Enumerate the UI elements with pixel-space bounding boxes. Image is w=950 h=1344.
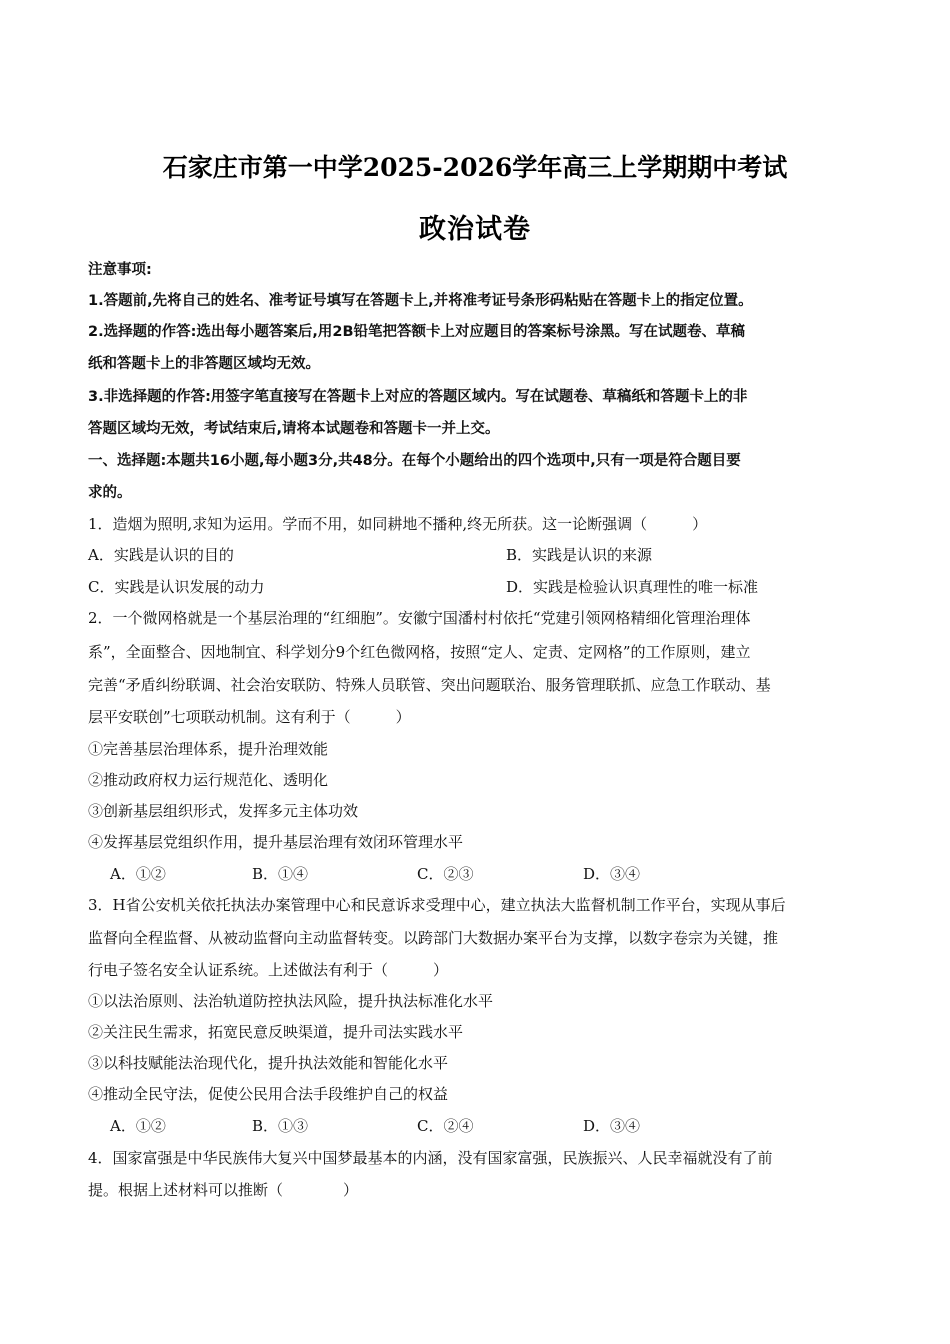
q2-statement-1: ①完善基层治理体系，提升治理效能 [88, 740, 329, 758]
notice-heading: 注意事项: [88, 262, 152, 278]
q3-statement-4: ④推动全民守法，促使公民用合法手段维护自己的权益 [88, 1085, 449, 1103]
q2-stem-line3: 完善“矛盾纠纷联调、社会治安联防、特殊人员联管、突出问题联治、服务管理联抓、应急工作联动、基 [88, 676, 771, 694]
q1-option-a: A．实践是认识的目的 [88, 546, 234, 564]
notice-item-2-cont: 纸和答题卡上的非答题区域均无效。 [88, 356, 320, 372]
q3-stem-line1: 3．H省公安机关依托执法办案管理中心和民意诉求受理中心，建立执法大监督机制工作平台，实现从事后 [88, 896, 786, 914]
q1-option-d: D．实践是检验认识真理性的唯一标准 [506, 578, 759, 596]
q2-statement-2: ②推动政府权力运行规范化、透明化 [88, 771, 329, 789]
q3-statement-2: ②关注民生需求，拓宽民意反映渠道，提升司法实践水平 [88, 1023, 464, 1041]
notice-item-2: 2.选择题的作答:选出每小题答案后,用2B铅笔把答额卡上对应题目的答案标号涂黑。写在试题卷、草稿 [88, 324, 746, 340]
q2-option-d: D．③④ [583, 865, 641, 883]
notice-item-3-cont: 答题区域均无效，考试结束后,请将本试题卷和答题卡一并上交。 [88, 421, 500, 437]
q2-stem-line4: 层平安联创”七项联动机制。这有利于（ ） [88, 708, 411, 726]
q1-options-row2 [88, 577, 868, 597]
exam-title: 石家庄市第一中学2025-2026学年高三上学期期中考试 [162, 153, 788, 182]
q1-options-row1 [88, 545, 868, 565]
q3-option-c: C．②④ [417, 1117, 474, 1135]
q4-stem-line1: 4．国家富强是中华民族伟大复兴中国梦最基本的内涵，没有国家富强，民族振兴、人民幸福就没有了前 [88, 1149, 773, 1167]
q1-option-b: B．实践是认识的来源 [506, 546, 653, 564]
q2-stem-line2: 系”，全面整合、因地制宜、科学划分9个红色微网格，按照“定人、定责、定网格”的工作原则，建立 [88, 643, 751, 661]
q3-option-a: A．①② [110, 1117, 166, 1135]
q2-option-c: C．②③ [417, 865, 474, 883]
q2-statement-4: ④发挥基层党组织作用，提升基层治理有效闭环管理水平 [88, 833, 464, 851]
q3-option-b: B．①③ [252, 1117, 309, 1135]
q2-option-b: B．①④ [252, 865, 309, 883]
q3-option-d: D．③④ [583, 1117, 641, 1135]
q1-stem: 1．造烟为照明,求知为运用。学而不用，如同耕地不播种,终无所获。这一论断强调（ ） [88, 515, 708, 533]
q2-stem-line1: 2．一个微网格就是一个基层治理的“红细胞”。安徽宁国潘村村依托“党建引领网格精细化管理治理体 [88, 609, 751, 627]
q2-statement-3: ③创新基层组织形式，发挥多元主体功效 [88, 802, 359, 820]
q2-option-a: A．①② [110, 865, 166, 883]
q3-stem-line3: 行电子签名安全认证系统。上述做法有利于（ ） [88, 961, 449, 979]
q4-stem-line2: 提。根据上述材料可以推断（ ） [88, 1181, 359, 1199]
q1-option-c: C．实践是认识发展的动力 [88, 578, 265, 596]
notice-item-1: 1.答题前,先将自己的姓名、准考证号填写在答题卡上,并将准考证号条形码粘贴在答题卡上的指定位置。 [88, 293, 753, 309]
section-heading: 一、选择题:本题共16小题,每小题3分,共48分。在每个小题给出的四个选项中,只有一项是符合题目要 [88, 453, 741, 469]
section-heading-cont: 求的。 [88, 485, 132, 501]
q3-statement-1: ①以法治原则、法治轨道防控执法风险，提升执法标准化水平 [88, 992, 494, 1010]
notice-item-3: 3.非选择题的作答:用签字笔直接写在答题卡上对应的答题区域内。写在试题卷、草稿纸和答题卡上的非 [88, 389, 748, 405]
q3-stem-line2: 监督向全程监督、从被动监督向主动监督转变。以跨部门大数据办案平台为支撑，以数字卷宗为关键，推 [88, 929, 779, 947]
exam-subtitle: 政治试卷 [419, 214, 531, 245]
q3-statement-3: ③以科技赋能法治现代化，提升执法效能和智能化水平 [88, 1054, 449, 1072]
